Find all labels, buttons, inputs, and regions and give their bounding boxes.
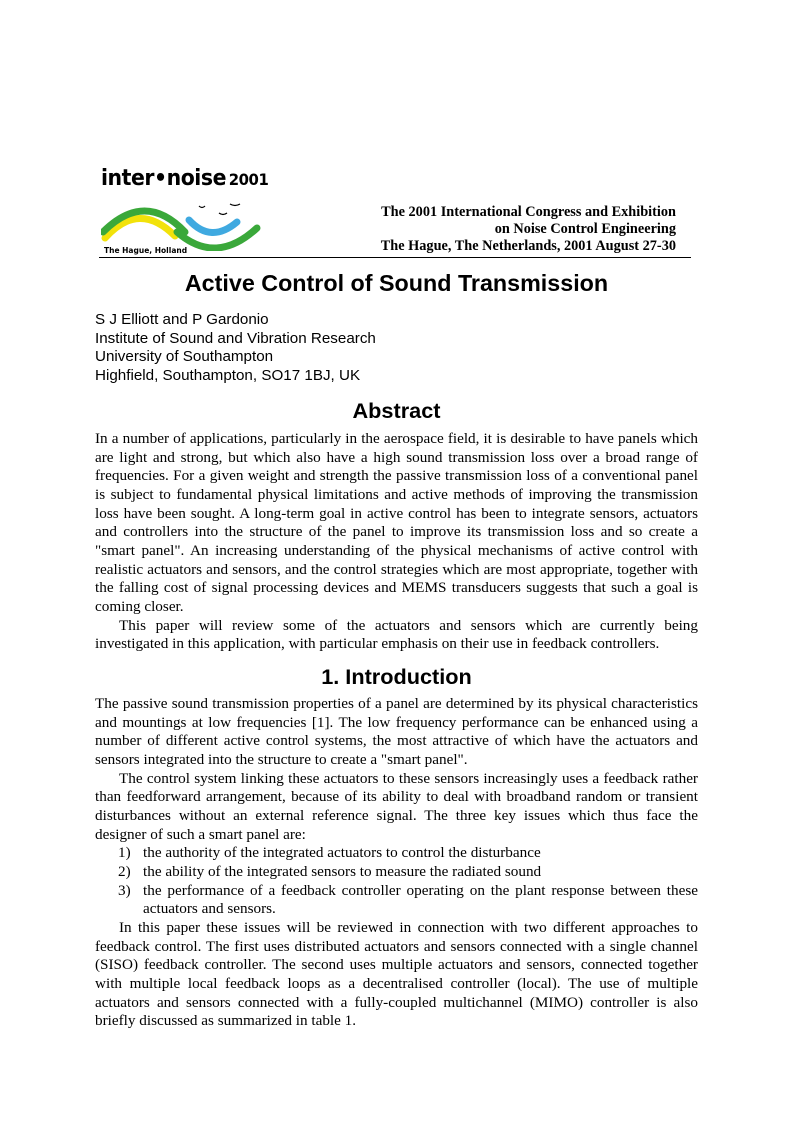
list-item-text: the authority of the integrated actuators to control the disturbance: [143, 844, 541, 862]
author-block: [95, 311, 376, 385]
logo-smile-mark: [199, 206, 205, 208]
intro-paragraph-3: In this paper these issues will be reviewed in connection with two different approaches to feedback control. The first uses distributed actuators and sensors connected with a single channel (SISO) feedback controller. The second uses multiple actuators and sensors, connected together with multiple local feedback loops as a decentralised controller (local). The use of multiple actuators and sensors connected with a fully-coupled multichannel (MIMO) controller is also briefly discussed as summarized in table 1.: [95, 918, 698, 1030]
list-item-number: 3): [118, 881, 131, 899]
logo-year: 2001: [228, 170, 269, 189]
logo-arcs-icon: [101, 196, 271, 251]
abstract-paragraph-1: In a number of applications, particularly in the aerospace field, it is desirable to have panels which are light and strong, but which also have a high sound transmission loss over a broad range of frequencies. For a given weight and strength the passive transmission loss of a conventional panel is subject to fundamental physical limitations and active methods of improving the transmission loss have been sought. A long-term goal in active control has been to integrate sensors, actuators and controllers into the structure of the panel to improve its transmission loss and so create a "smart panel". An increasing understanding of the physical mechanisms of active control with realistic actuators and sensors, and the control strategies which are most appropriate, together with the falling cost of signal processing devices and MEMS transducers suggests that such a goal is coming closer.: [95, 430, 698, 615]
conference-line-1: The 2001 International Congress and Exhibition: [381, 204, 676, 220]
abstract-heading: Abstract: [352, 398, 441, 423]
conference-line-3: The Hague, The Netherlands, 2001 August 27-30: [380, 238, 676, 254]
abstract-body: [95, 430, 698, 654]
list-item: [95, 863, 698, 882]
author-university: University of Southampton: [95, 348, 274, 366]
list-item-text: the ability of the integrated sensors to measure the radiated sound: [143, 862, 542, 880]
logo-smile-mark: [219, 213, 227, 215]
introduction-body: [95, 695, 698, 1031]
author-address: Highfield, Southampton, SO17 1BJ, UK: [95, 366, 361, 384]
abstract-paragraph-2: This paper will review some of the actuators and sensors which are currently being investigated in this application, with particular emphasis on their use in feedback controllers.: [95, 616, 698, 653]
intro-paragraph-1: The passive sound transmission properties of a panel are determined by its physical characteristics and mountings at low frequencies [1]. The low frequency performance can be enhanced using a number of different active control systems, the most attractive of which have the actuators and sensors integrated into the structure to create a "smart panel".: [95, 695, 698, 768]
key-issues-list: [95, 844, 698, 919]
logo-name: inter•noise: [101, 166, 226, 191]
author-institute: Institute of Sound and Vibration Research: [95, 329, 376, 347]
list-item: [95, 882, 698, 919]
inter-noise-logo: [101, 166, 271, 258]
author-names: S J Elliott and P Gardonio: [95, 311, 269, 328]
introduction-heading: 1. Introduction: [321, 664, 472, 689]
intro-paragraph-2: The control system linking these actuators to these sensors increasingly uses a feedback rather than feedforward arrangement, because of its ability to deal with broadband random or transient disturbances without an external reference signal. The three key issues which thus face the designer of such a smart panel are:: [95, 769, 698, 843]
logo-smile-mark: [230, 204, 240, 206]
logo-place: The Hague, Holland: [104, 246, 188, 255]
list-item-number: 1): [118, 844, 131, 862]
conference-line-2: on Noise Control Engineering: [494, 221, 676, 237]
conference-info: [290, 204, 676, 255]
paper-title: Active Control of Sound Transmission: [184, 270, 609, 296]
list-item: [95, 844, 698, 863]
logo-blue-arc: [189, 220, 237, 233]
logo-title: [101, 166, 268, 191]
header-rule: [99, 257, 691, 258]
list-item-number: 2): [118, 862, 131, 880]
list-item-text: the performance of a feedback controller operating on the plant response between these actuators and sensors.: [143, 881, 698, 918]
